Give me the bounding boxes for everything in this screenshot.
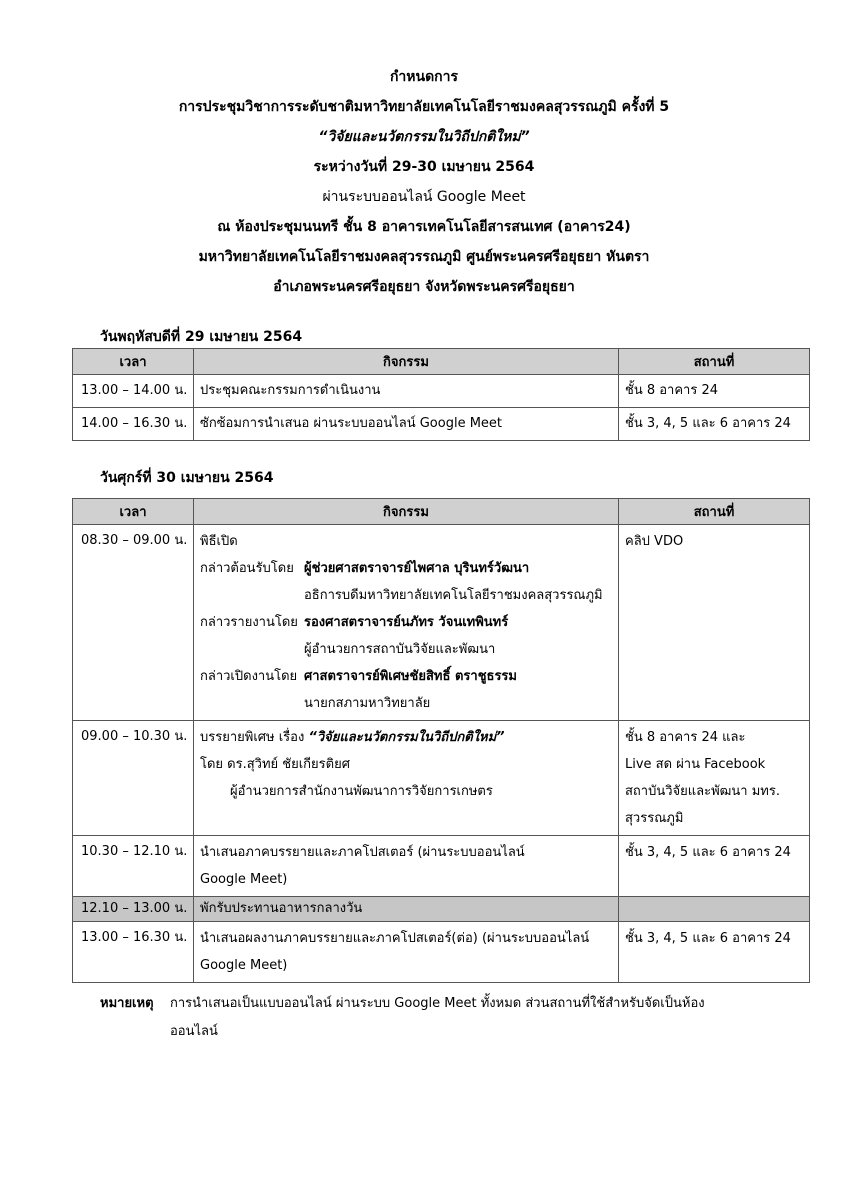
activity-cell [194, 836, 619, 897]
table-row [73, 525, 810, 721]
table-row-lunch [73, 897, 810, 922]
report-speaker-position: ผู้อำนวยการสถาบันวิจัยและพัฒนา [304, 642, 496, 657]
conference-dates: ระหว่างวันที่ 29-30 เมษายน 2564 [313, 159, 535, 175]
conference-university: มหาวิทยาลัยเทคโนโลยีราชมงคลสุวรรณภูมิ ศูนย์พระนครศรีอยุธยา หันตรา [198, 249, 650, 265]
activity-line: Google Meet) [200, 958, 288, 973]
place-line: สุวรรณภูมิ [625, 811, 684, 826]
activity-cell: ประชุมคณะกรรมการดำเนินงาน [194, 375, 619, 408]
opening-speaker: ศาสตราจารย์พิเศษชัยสิทธิ์ ตราชูธรรม [304, 669, 517, 684]
table-row [73, 922, 810, 983]
activity-line: นำเสนอภาคบรรยายและภาคโปสเตอร์ (ผ่านระบบออนไลน์ [200, 845, 525, 860]
day1-title: วันพฤหัสบดีที่ 29 เมษายน 2564 [100, 329, 303, 345]
col-header-activity: กิจกรรม [194, 499, 619, 525]
conference-room: ณ ห้องประชุมนนทรี ชั้น 8 อาคารเทคโนโลยีสารสนเทศ (อาคาร24) [217, 219, 631, 235]
welcome-label: กล่าวต้อนรับโดย [200, 561, 294, 576]
lecture-prefix: บรรยายพิเศษ เรื่อง [200, 730, 305, 745]
opening-label: กล่าวเปิดงานโดย [200, 669, 298, 684]
lecture-title: “วิจัยและนวัตกรรมในวิถีปกติใหม่” [308, 730, 505, 745]
time-cell: 12.10 – 13.00 น. [73, 897, 194, 922]
table-row [73, 375, 810, 408]
col-header-time: เวลา [73, 499, 194, 525]
place-cell [619, 922, 810, 983]
table-header-row [73, 349, 810, 375]
conference-theme: “วิจัยและนวัตกรรมในวิถีปกติใหม่” [318, 129, 530, 145]
place-cell [619, 721, 810, 836]
time-cell: 14.00 – 16.30 น. [73, 408, 194, 441]
table-header-row [73, 499, 810, 525]
day1-schedule-table [72, 348, 810, 441]
place-cell: ชั้น 8 อาคาร 24 [619, 375, 810, 408]
place-line: Live สด ผ่าน Facebook [625, 757, 766, 772]
place-cell [619, 897, 810, 922]
place-cell: ชั้น 3, 4, 5 และ 6 อาคาร 24 [619, 408, 810, 441]
table-row [73, 721, 810, 836]
time-cell: 10.30 – 12.10 น. [73, 836, 194, 897]
time-cell: 09.00 – 10.30 น. [73, 721, 194, 836]
col-header-place: สถานที่ [619, 349, 810, 375]
report-label: กล่าวรายงานโดย [200, 615, 298, 630]
opening-speaker-position: นายกสภามหาวิทยาลัย [304, 696, 431, 711]
place-cell [619, 525, 810, 721]
activity-line: Google Meet) [200, 872, 288, 887]
lecture-speaker-position: ผู้อำนวยการสำนักงานพัฒนาการวิจัยการเกษตร [230, 784, 493, 799]
lecture-speaker: โดย ดร.สุวิทย์ ชัยเกียรติยศ [200, 757, 350, 772]
day2-schedule-table [72, 498, 810, 983]
conference-name: การประชุมวิชาการระดับชาติมหาวิทยาลัยเทคโนโลยีราชมงคลสุวรรณภูมิ ครั้งที่ 5 [178, 99, 670, 115]
opening-ceremony: พิธีเปิด [200, 534, 238, 549]
activity-cell: ซักซ้อมการนำเสนอ ผ่านระบบออนไลน์ Google Meet [194, 408, 619, 441]
time-cell: 08.30 – 09.00 น. [73, 525, 194, 721]
place-line: ชั้น 8 อาคาร 24 และ [625, 730, 746, 745]
place-text: ชั้น 3, 4, 5 และ 6 อาคาร 24 [625, 931, 791, 946]
footnote-text: การนำเสนอเป็นแบบออนไลน์ ผ่านระบบ Google Meet ทั้งหมด ส่วนสถานที่ใช้สำหรับจัดเป็นห้อง [170, 996, 705, 1011]
place-text: คลิป VDO [625, 534, 684, 549]
place-line: สถาบันวิจัยและพัฒนา มทร. [625, 784, 780, 799]
activity-cell: พักรับประทานอาหารกลางวัน [194, 897, 619, 922]
table-row [73, 408, 810, 441]
footnote-text-continued: ออนไลน์ [170, 1024, 218, 1039]
activity-line: นำเสนอผลงานภาคบรรยายและภาคโปสเตอร์(ต่อ) (ผ่านระบบออนไลน์ [200, 931, 590, 946]
col-header-activity: กิจกรรม [194, 349, 619, 375]
footnote-label: หมายเหตุ [100, 996, 154, 1011]
header-title: กำหนดการ [389, 69, 459, 85]
time-cell: 13.00 – 14.00 น. [73, 375, 194, 408]
activity-cell [194, 922, 619, 983]
place-cell [619, 836, 810, 897]
document-header [0, 62, 848, 302]
report-speaker: รองศาสตราจารย์นภัทร วัจนเทพินทร์ [304, 615, 509, 630]
table-row [73, 836, 810, 897]
col-header-place: สถานที่ [619, 499, 810, 525]
welcome-speaker-position: อธิการบดีมหาวิทยาลัยเทคโนโลยีราชมงคลสุวรรณภูมิ [304, 588, 603, 603]
activity-cell [194, 721, 619, 836]
conference-platform: ผ่านระบบออนไลน์ Google Meet [322, 189, 526, 205]
conference-district: อำเภอพระนครศรีอยุธยา จังหวัดพระนครศรีอยุธยา [273, 279, 575, 295]
day2-title: วันศุกร์ที่ 30 เมษายน 2564 [100, 470, 274, 486]
welcome-speaker: ผู้ช่วยศาสตราจารย์ไพศาล บุรินทร์วัฒนา [304, 561, 530, 576]
footnote [100, 990, 800, 1046]
time-cell: 13.00 – 16.30 น. [73, 922, 194, 983]
activity-cell [194, 525, 619, 721]
place-text: ชั้น 3, 4, 5 และ 6 อาคาร 24 [625, 845, 791, 860]
col-header-time: เวลา [73, 349, 194, 375]
